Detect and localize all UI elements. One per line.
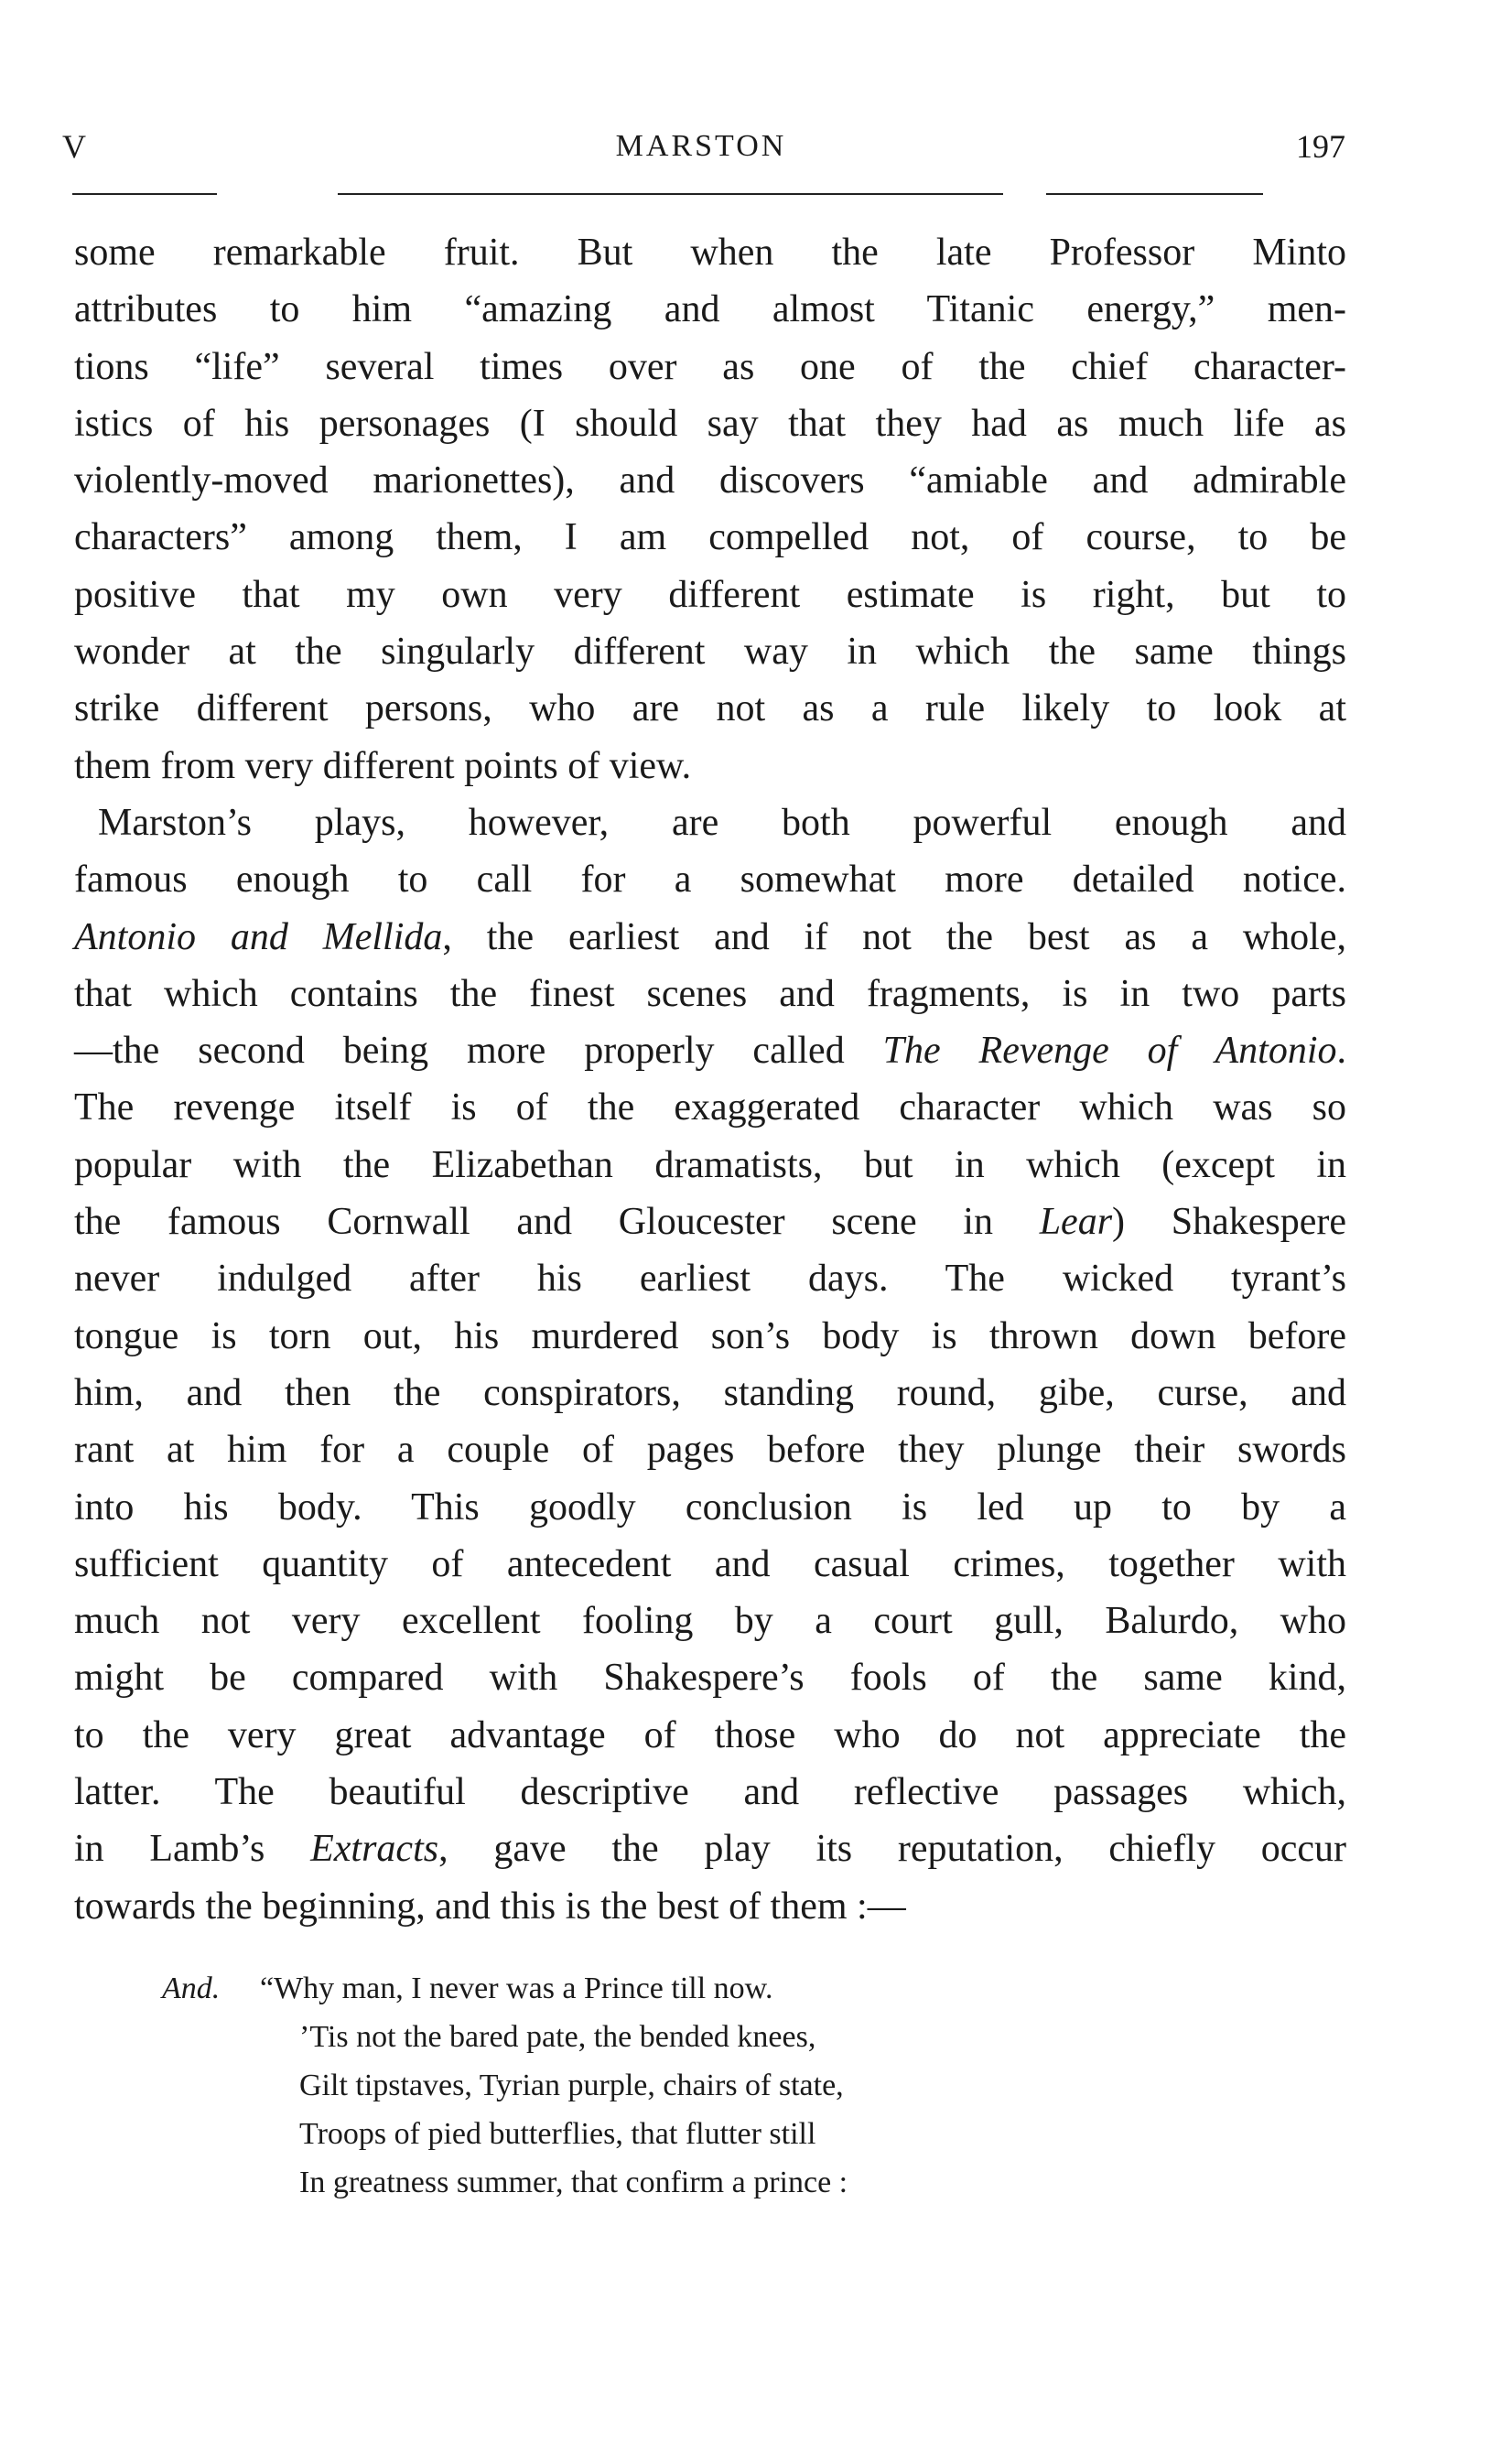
- text-segment: attributes to him “amazing and almost Titanic energy,” men-: [74, 288, 1346, 331]
- text-segment: The revenge itself is of the exaggerated character which was so: [74, 1086, 1346, 1129]
- verse-text: Gilt tipstaves, Tyrian purple, chairs of state,: [299, 2069, 844, 2102]
- text-segment: might be compared with Shakespere’s fools of the same kind,: [74, 1657, 1346, 1700]
- text-segment: —the second being more properly called: [74, 1030, 883, 1073]
- speaker-label: And.: [162, 1971, 221, 2005]
- text-line: [74, 1479, 1346, 1536]
- text-segment: them from very different points of view.: [74, 744, 692, 787]
- text-line: [74, 1593, 1346, 1649]
- italic-title: Lear: [1039, 1201, 1113, 1244]
- text-line: [74, 1250, 1346, 1307]
- verse-line: [162, 2158, 848, 2207]
- verse-line: [162, 1964, 848, 2013]
- text-segment: strike different persons, who are not as a rule likely to look at: [74, 687, 1346, 730]
- italic-title: Antonio and Mellida: [74, 915, 443, 958]
- running-title: MARSTON: [615, 129, 787, 163]
- verse-text: Troops of pied butterflies, that flutter still: [299, 2117, 816, 2151]
- text-line: [74, 1764, 1346, 1820]
- text-segment: wonder at the singularly different way in which the same things: [74, 631, 1346, 674]
- text-line: [74, 452, 1346, 509]
- verse-line: [162, 2110, 848, 2158]
- header-rule: [1046, 193, 1263, 195]
- text-segment: into his body. This goodly conclusion is led up to by a: [74, 1485, 1346, 1529]
- text-segment: istics of his personages (I should say that they had as much life as: [74, 402, 1346, 445]
- text-segment: positive that my own very different estimate is right, but to: [74, 573, 1346, 616]
- text-segment: rant at him for a couple of pages before they plunge their swords: [74, 1429, 1346, 1472]
- text-segment: latter. The beautiful descriptive and reflective passages which,: [74, 1771, 1346, 1814]
- italic-title: Extracts: [310, 1828, 439, 1871]
- text-segment: some remarkable fruit. But when the late Professor Minto: [74, 232, 1346, 274]
- header-rule: [338, 193, 1003, 195]
- text-segment: , the earliest and if not the best as a whole,: [442, 915, 1346, 958]
- italic-title: The Revenge of Antonio: [882, 1030, 1337, 1073]
- text-segment: him, and then the conspirators, standing round, gibe, curse, and: [74, 1371, 1346, 1414]
- text-line: [74, 1365, 1346, 1421]
- text-segment: , gave the play its reputation, chiefly occur: [438, 1828, 1346, 1871]
- text-segment: .: [1336, 1030, 1347, 1073]
- text-line: [74, 224, 1346, 281]
- text-segment: ) Shakespere: [1112, 1201, 1346, 1244]
- text-line: [74, 966, 1346, 1022]
- text-line: [74, 1137, 1346, 1194]
- text-line: [74, 339, 1346, 395]
- text-line: [74, 1194, 1346, 1250]
- text-segment: the famous Cornwall and Gloucester scene in: [74, 1201, 1040, 1244]
- page-number: 197: [1296, 128, 1345, 165]
- text-line: [74, 1308, 1346, 1365]
- paragraph: [74, 224, 1346, 794]
- text-segment: much not very excellent fooling by a court gull, Balurdo, who: [74, 1600, 1346, 1643]
- text-line: [74, 509, 1346, 566]
- text-line: [74, 1421, 1346, 1478]
- text-segment: Marston’s plays, however, are both powerful enough and: [98, 801, 1346, 844]
- paragraph: [74, 794, 1346, 1935]
- text-segment: tions “life” several times over as one of the chief character-: [74, 345, 1346, 388]
- text-line: [74, 395, 1346, 452]
- text-line: [74, 1707, 1346, 1764]
- text-segment: never indulged after his earliest days. The wicked tyrant’s: [74, 1258, 1346, 1301]
- text-line: [74, 1649, 1346, 1706]
- text-segment: sufficient quantity of antecedent and casual crimes, together with: [74, 1542, 1346, 1585]
- text-line: [74, 1820, 1346, 1877]
- text-line: [74, 623, 1346, 680]
- verse-line: [162, 2061, 848, 2110]
- verse-text: “Why man, I never was a Prince till now.: [260, 1971, 773, 2005]
- verse-quotation: [162, 1964, 848, 2207]
- chapter-number: V: [62, 128, 86, 165]
- text-segment: famous enough to call for a somewhat more detailed notice.: [74, 859, 1346, 902]
- text-line: [74, 851, 1346, 908]
- verse-text: In greatness summer, that confirm a prince :: [299, 2166, 848, 2199]
- text-segment: tongue is torn out, his murdered son’s body is thrown down before: [74, 1314, 1346, 1357]
- text-segment: that which contains the finest scenes and fragments, is in two parts: [74, 972, 1346, 1015]
- verse-text: ’Tis not the bared pate, the bended knees,: [299, 2020, 816, 2054]
- text-segment: in Lamb’s: [74, 1828, 311, 1871]
- text-segment: violently-moved marionettes), and discovers “amiable and admirable: [74, 459, 1346, 502]
- text-line: [74, 680, 1346, 737]
- header-rule: [72, 193, 217, 195]
- text-line: [74, 567, 1346, 623]
- body-text: [74, 224, 1346, 1935]
- text-line: [74, 909, 1346, 966]
- verse-line: [162, 2013, 848, 2061]
- text-line: [74, 1022, 1346, 1079]
- text-segment: to the very great advantage of those who do not appreciate the: [74, 1713, 1346, 1756]
- text-line: [74, 281, 1346, 338]
- text-line: [74, 1079, 1346, 1136]
- text-line: [74, 738, 1346, 794]
- text-segment: popular with the Elizabethan dramatists, but in which (except in: [74, 1143, 1346, 1186]
- text-segment: towards the beginning, and this is the best of them :—: [74, 1885, 906, 1928]
- text-line: [74, 1536, 1346, 1593]
- text-line: [74, 794, 1346, 851]
- text-line: [74, 1878, 1346, 1935]
- text-segment: characters” among them, I am compelled not, of course, to be: [74, 516, 1346, 559]
